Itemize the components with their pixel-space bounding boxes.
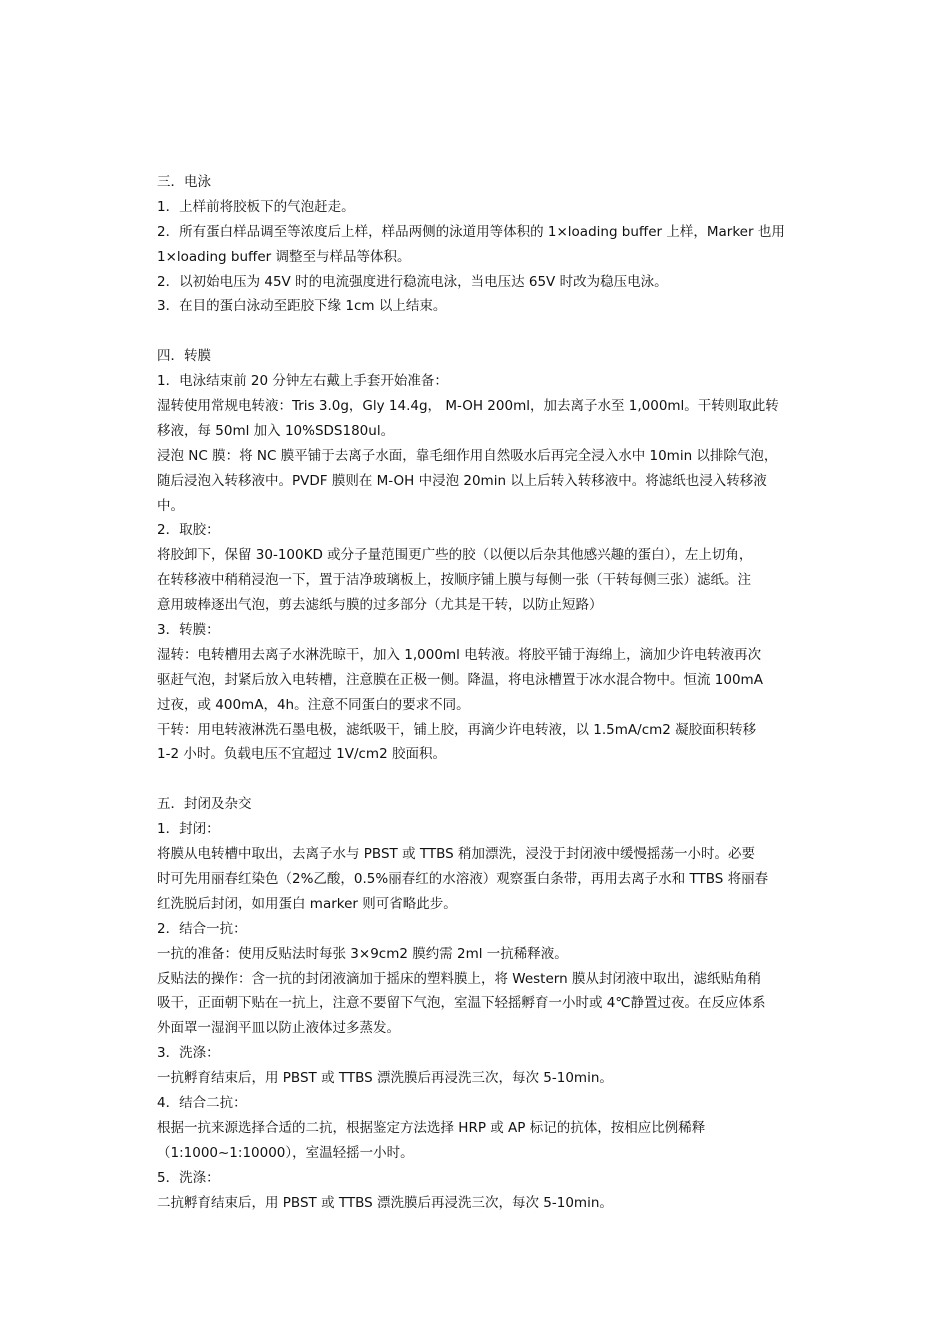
section-transfer [157, 344, 797, 767]
section-heading: 五．封闭及杂交 [157, 796, 252, 813]
text-line: 时可先用丽春红染色（2%乙酸，0.5%丽春红的水溶液）观察蛋白条带，再用去离子水和 TTBS 将丽春 [157, 870, 769, 887]
text-line: 一抗的准备：使用反贴法时每张 3×9cm2 膜约需 2ml 一抗稀释液。 [157, 945, 568, 962]
text-line: 2．取胶： [157, 522, 220, 539]
section-spacer [157, 767, 797, 792]
text-line: 移液，每 50ml 加入 10%SDS180ul。 [157, 422, 395, 439]
text-line: 湿转：电转槽用去离子水淋洗晾干，加入 1,000ml 电转液。将胶平铺于海绵上，滴加少许电转液再次 [157, 646, 762, 663]
text-line: 1．上样前将胶板下的气泡赶走。 [157, 198, 355, 215]
text-line: 一抗孵育结束后，用 PBST 或 TTBS 漂洗膜后再浸洗三次，每次 5-10min。 [157, 1070, 613, 1087]
text-line: 5．洗涤： [157, 1169, 220, 1186]
text-line: 3．洗涤： [157, 1045, 220, 1062]
section-blocking-hybridization [157, 792, 797, 1215]
text-line: 4．结合二抗： [157, 1094, 247, 1111]
text-line: 根据一抗来源选择合适的二抗，根据鉴定方法选择 HRP 或 AP 标记的抗体，按相应比例稀释 [157, 1119, 706, 1136]
text-line: 过夜，或 400mA，4h。注意不同蛋白的要求不同。 [157, 696, 470, 713]
text-line: 外面罩一湿润平皿以防止液体过多蒸发。 [157, 1020, 400, 1037]
text-line: 二抗孵育结束后，用 PBST 或 TTBS 漂洗膜后再浸洗三次，每次 5-10min。 [157, 1194, 613, 1211]
text-line: 随后浸泡入转移液中。PVDF 膜则在 M-OH 中浸泡 20min 以上后转入转移液中。将滤纸也浸入转移液 [157, 472, 767, 489]
text-line: 3．在目的蛋白泳动至距胶下缘 1cm 以上结束。 [157, 298, 447, 315]
text-line: 中。 [157, 497, 184, 514]
text-line: 1．电泳结束前 20 分钟左右戴上手套开始准备： [157, 373, 448, 390]
text-line: 2．以初始电压为 45V 时的电流强度进行稳流电泳，当电压达 65V 时改为稳压电泳。 [157, 273, 668, 290]
text-line: 3．转膜： [157, 622, 220, 639]
text-line: 湿转使用常规电转液：Tris 3.0g，Gly 14.4g， M-OH 200ml，加去离子水至 1,000ml。干转则取此转 [157, 398, 779, 415]
text-line: （1:1000~1:10000），室温轻摇一小时。 [157, 1144, 414, 1161]
text-line: 浸泡 NC 膜：将 NC 膜平铺于去离子水面，靠毛细作用自然吸水后再完全浸入水中 10min 以排除气泡， [157, 447, 778, 464]
text-line: 意用玻棒逐出气泡，剪去滤纸与膜的过多部分（尤其是干转，以防止短路） [157, 597, 603, 614]
text-line: 在转移液中稍稍浸泡一下，置于洁净玻璃板上，按顺序铺上膜与每侧一张（干转每侧三张）滤纸。注 [157, 572, 751, 589]
text-line: 1×loading buffer 调整至与样品等体积。 [157, 248, 411, 265]
text-line: 干转：用电转液淋洗石墨电极，滤纸吸干，铺上胶，再滴少许电转液，以 1.5mA/cm2 凝胶面积转移 [157, 721, 757, 738]
text-line: 吸干，正面朝下贴在一抗上，注意不要留下气泡，室温下轻摇孵育一小时或 4℃静置过夜。在反应体系 [157, 995, 766, 1012]
text-line: 红洗脱后封闭，如用蛋白 marker 则可省略此步。 [157, 895, 457, 912]
section-heading: 四．转膜 [157, 348, 211, 365]
text-line: 将胶卸下，保留 30-100KD 或分子量范围更广些的胶（以便以后杂其他感兴趣的蛋白），左上切角， [157, 547, 753, 564]
text-line: 驱赶气泡，封紧后放入电转槽，注意膜在正极一侧。降温，将电泳槽置于冰水混合物中。恒流 100mA [157, 671, 763, 688]
text-line: 反贴法的操作：含一抗的封闭液滴加于摇床的塑料膜上，将 Western 膜从封闭液中取出，滤纸贴角稍 [157, 970, 761, 987]
document-page [157, 170, 797, 1215]
section-electrophoresis [157, 170, 797, 319]
text-line: 1-2 小时。负载电压不宜超过 1V/cm2 胶面积。 [157, 746, 446, 763]
section-spacer [157, 319, 797, 344]
section-heading: 三．电泳 [157, 174, 211, 190]
text-line: 2．所有蛋白样品调至等浓度后上样，样品两侧的泳道用等体积的 1×loading buffer 上样，Marker 也用 [157, 223, 785, 240]
text-line: 2．结合一抗： [157, 920, 247, 937]
text-line: 1．封闭： [157, 821, 220, 838]
text-line: 将膜从电转槽中取出，去离子水与 PBST 或 TTBS 稍加漂洗，浸没于封闭液中缓慢摇荡一小时。必要 [157, 846, 755, 863]
